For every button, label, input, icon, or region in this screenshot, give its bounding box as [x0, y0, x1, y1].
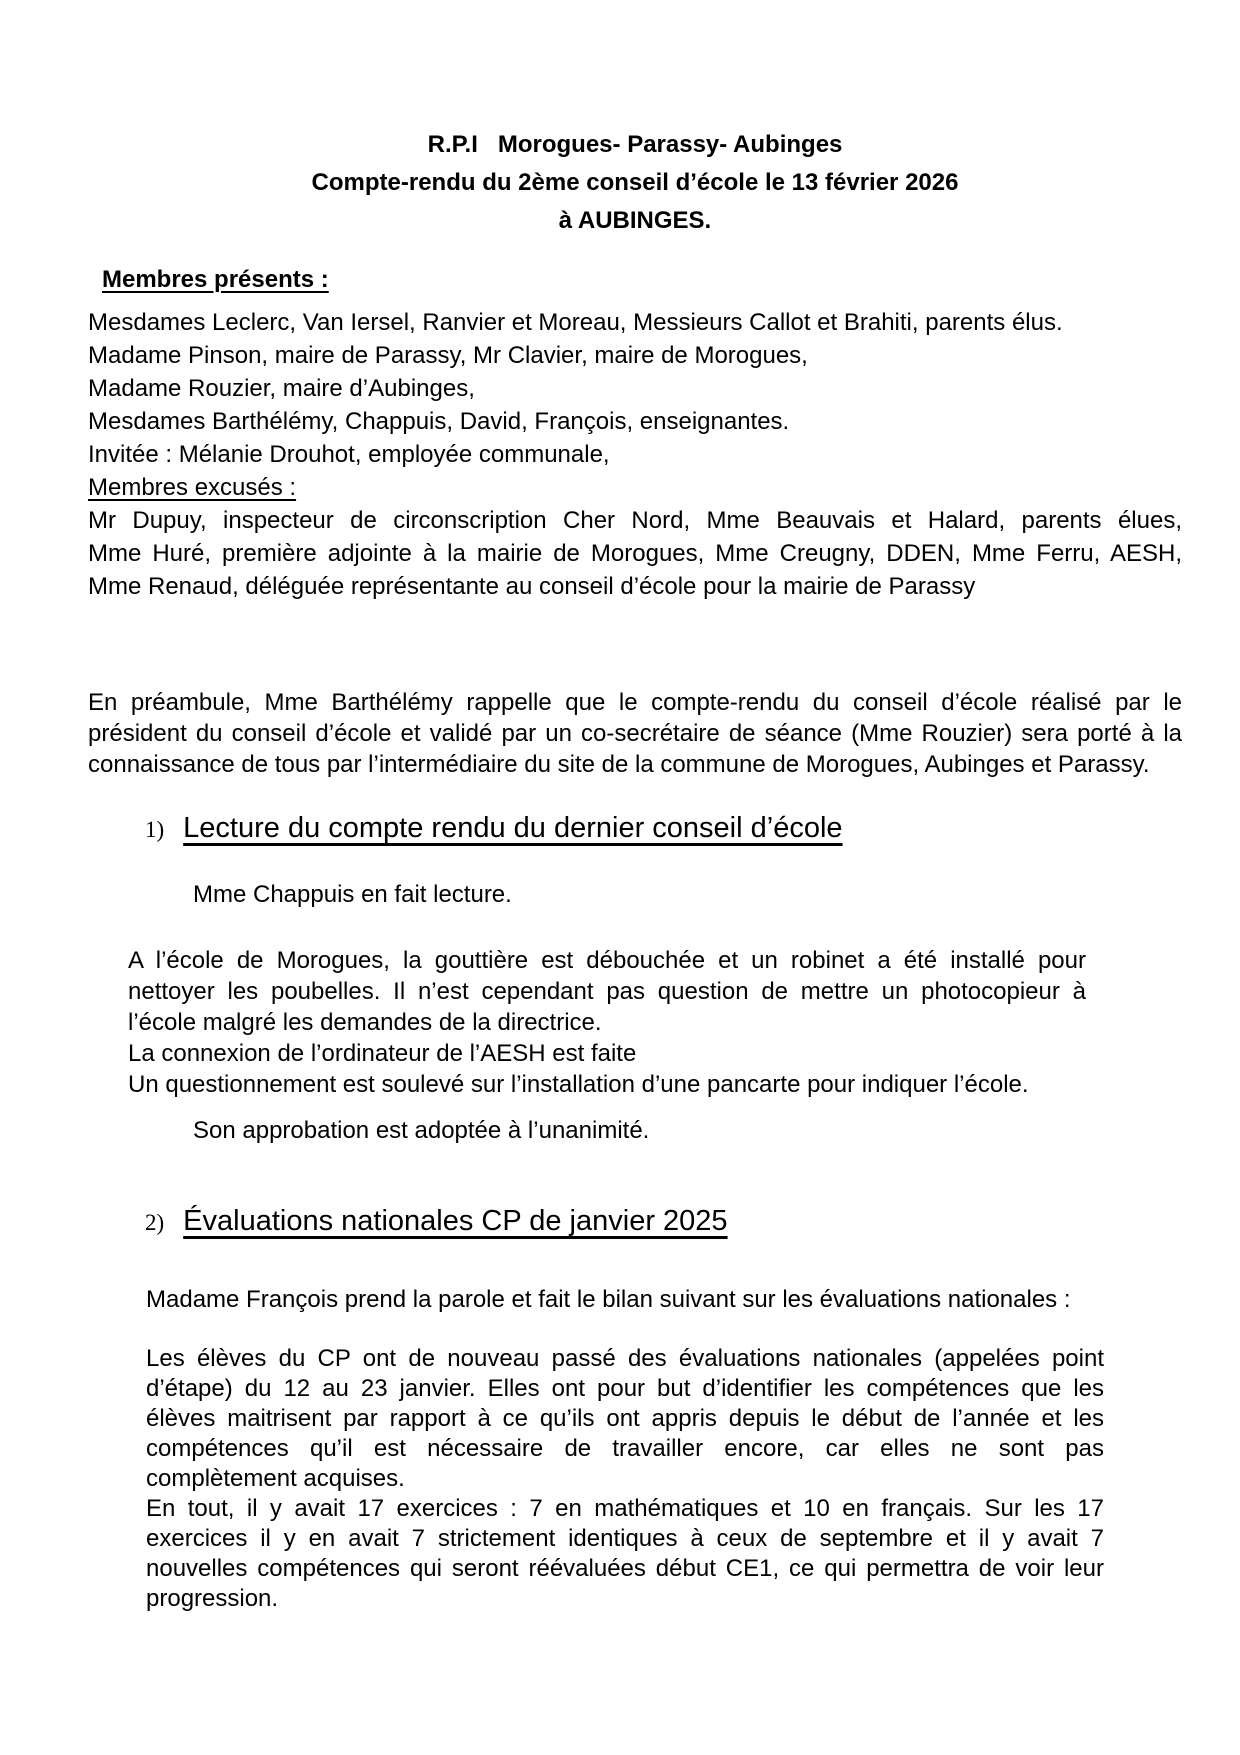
preamble-line: En préambule, Mme Barthélémy rappelle que le compte-rendu du conseil d’école réalisé par le	[88, 689, 1182, 716]
member-line: Mesdames Barthélémy, Chappuis, David, François, enseignantes.	[88, 408, 790, 435]
paragraph-line: progression.	[146, 1585, 279, 1612]
paragraph-line: En tout, il y avait 17 exercices : 7 en mathématiques et 10 en français. Sur les 17	[146, 1495, 1104, 1522]
section-2-title: Évaluations nationales CP de janvier 2025	[183, 1205, 728, 1237]
title-line-rpi: R.P.I Morogues- Parassy- Aubinges	[427, 131, 843, 158]
title-line-location: à AUBINGES.	[558, 207, 712, 234]
members-excused-heading: Membres excusés :	[88, 474, 297, 501]
section-2-paragraph-2	[146, 1494, 1104, 1614]
section-2-intro: Madame François prend la parole et fait le bilan suivant sur les évaluations nationales :	[146, 1286, 1071, 1313]
paragraph-line: compétences qu’il est nécessaire de travailler encore, car elles ne sont pas	[146, 1435, 1104, 1462]
paragraph-line: complètement acquises.	[146, 1465, 405, 1492]
member-line: Madame Rouzier, maire d’Aubinges,	[88, 375, 475, 402]
excused-line: Mme Huré, première adjointe à la mairie de Morogues, Mme Creugny, DDEN, Mme Ferru, AESH,	[88, 540, 1182, 567]
paragraph-line: Les élèves du CP ont de nouveau passé des évaluations nationales (appelées point	[146, 1345, 1104, 1372]
member-line: Invitée : Mélanie Drouhot, employée communale,	[88, 441, 610, 468]
paragraph-line: A l’école de Morogues, la gouttière est débouchée et un robinet a été installé pour	[128, 947, 1086, 974]
section-1-title: Lecture du compte rendu du dernier conseil d’école	[183, 812, 843, 844]
preamble-paragraph	[88, 687, 1182, 780]
title-line-meeting: Compte-rendu du 2ème conseil d’école le 13 février 2026	[311, 169, 959, 196]
paragraph-line: l’école malgré les demandes de la directrice.	[128, 1009, 602, 1036]
paragraph-line: nouvelles compétences qui seront réévaluées début CE1, ce qui permettra de voir leur	[146, 1555, 1104, 1582]
excused-line: Mme Renaud, déléguée représentante au conseil d’école pour la mairie de Parassy	[88, 573, 976, 600]
section-1-number: 1)	[145, 817, 165, 842]
preamble-line: connaissance de tous par l’intermédiaire du site de la commune de Morogues, Aubinges et Parassy.	[88, 751, 1150, 778]
note-line: La connexion de l’ordinateur de l’AESH est faite	[128, 1040, 637, 1067]
member-line: Mesdames Leclerc, Van Iersel, Ranvier et Moreau, Messieurs Callot et Brahiti, parents élus.	[88, 309, 1063, 336]
section-2-heading-row	[88, 1199, 1182, 1245]
members-present-heading: Membres présents :	[102, 266, 329, 293]
paragraph-line: d’étape) du 12 au 23 janvier. Elles ont pour but d’identifier les compétences que les	[146, 1375, 1104, 1402]
members-list	[88, 306, 1182, 603]
preamble-line: président du conseil d’école et validé par un co-secrétaire de séance (Mme Rouzier) sera porté à la	[88, 720, 1182, 747]
paragraph-line: nettoyer les poubelles. Il n’est cependant pas question de mettre un photocopieur à	[128, 978, 1086, 1005]
paragraph-line: exercices il y en avait 7 strictement identiques à ceux de septembre et il y avait 7	[146, 1525, 1104, 1552]
section-1-paragraph	[128, 945, 1086, 1038]
paragraph-line: élèves maitrisent par rapport à ce qu’ils ont appris depuis le début de l’année et les	[146, 1405, 1104, 1432]
section-1-conclusion: Son approbation est adoptée à l’unanimité.	[193, 1117, 650, 1144]
section-2-paragraph-1	[146, 1344, 1104, 1494]
excused-line: Mr Dupuy, inspecteur de circonscription Cher Nord, Mme Beauvais et Halard, parents élues,	[88, 507, 1182, 534]
section-2-number: 2)	[145, 1210, 165, 1235]
member-line: Madame Pinson, maire de Parassy, Mr Clavier, maire de Morogues,	[88, 342, 808, 369]
section-1-heading-row	[88, 806, 1182, 852]
document-title-block	[88, 126, 1182, 240]
section-1-intro: Mme Chappuis en fait lecture.	[193, 881, 512, 908]
note-line: Un questionnement est soulevé sur l’installation d’une pancarte pour indiquer l’école.	[128, 1071, 1029, 1098]
section-1-notes	[128, 1038, 1182, 1100]
